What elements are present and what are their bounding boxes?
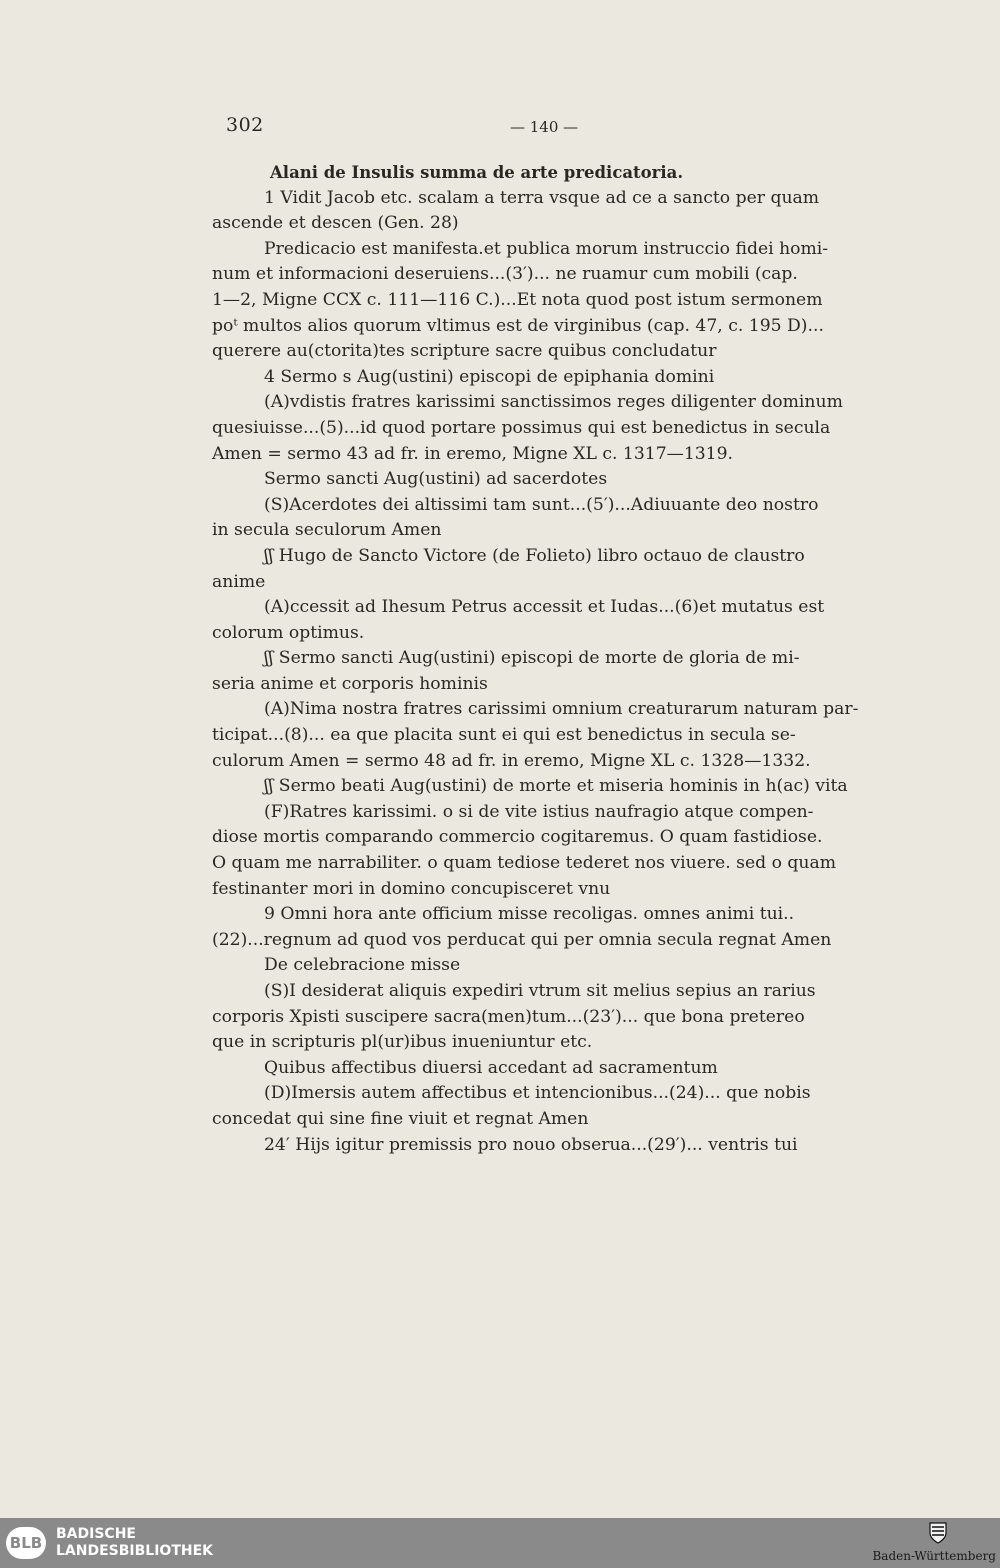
text-line: 4 Sermo s Aug(ustini) episcopi de epiphania domini bbox=[264, 366, 715, 387]
library-footer bbox=[0, 1518, 1000, 1568]
text-line: (A)vdistis fratres karissimi sanctissimos reges diligenter dominum bbox=[264, 392, 843, 413]
text-line: Sermo sancti Aug(ustini) ad sacerdotes bbox=[264, 469, 608, 490]
text-body bbox=[212, 160, 892, 1158]
text-line: (22)...regnum ad quod vos perducat qui per omnia secula regnat Amen bbox=[212, 929, 832, 950]
text-line: ʃʃ Sermo sancti Aug(ustini) episcopi de morte de gloria de mi- bbox=[264, 648, 800, 669]
text-line: (F)Ratres karissimi. o si de vite istius naufragio atque compen- bbox=[264, 801, 814, 822]
text-line: (A)Nima nostra fratres carissimi omnium creaturarum naturam par- bbox=[264, 699, 859, 720]
blb-logo[interactable]: BLB bbox=[6, 1527, 46, 1559]
section-title: Alani de Insulis summa de arte predicatoria. bbox=[270, 163, 684, 182]
text-line: concedat qui sine fine viuit et regnat Amen bbox=[212, 1108, 589, 1129]
text-line: 24′ Hijs igitur premissis pro nouo obserua...(29′)... ventris tui bbox=[264, 1134, 798, 1155]
text-line: querere au(ctorita)tes scripture sacre quibus concludatur bbox=[212, 341, 717, 362]
text-line: num et informacioni deseruiens...(3′)... ne ruamur cum mobili (cap. bbox=[212, 264, 798, 285]
text-line: seria anime et corporis hominis bbox=[212, 673, 488, 694]
text-line: Quibus affectibus diuersi accedant ad sacramentum bbox=[264, 1057, 718, 1078]
text-line: culorum Amen = sermo 48 ad fr. in eremo, Migne XL c. 1328—1332. bbox=[212, 750, 811, 771]
library-name-line1: BADISCHE bbox=[56, 1526, 136, 1542]
text-line: ascende et descen (Gen. 28) bbox=[212, 213, 459, 234]
text-line: que in scripturis pl(ur)ibus inueniuntur etc. bbox=[212, 1032, 593, 1053]
baden-wuerttemberg-crest-icon bbox=[928, 1521, 948, 1545]
text-line: poᵗ multos alios quorum vltimus est de virginibus (cap. 47, c. 195 D)... bbox=[212, 315, 824, 336]
text-line: in secula seculorum Amen bbox=[212, 520, 442, 541]
text-line: ticipat...(8)... ea que placita sunt ei qui est benedictus in secula se- bbox=[212, 725, 796, 746]
text-line: 1—2, Migne CCX c. 111—116 C.)...Et nota quod post istum sermonem bbox=[212, 289, 823, 310]
text-line: festinanter mori in domino concupisceret vnu bbox=[212, 878, 611, 899]
text-line: Amen = sermo 43 ad fr. in eremo, Migne XL c. 1317—1319. bbox=[212, 443, 734, 464]
text-line: quesiuisse...(5)...id quod portare possimus qui est benedictus in secula bbox=[212, 417, 831, 438]
page-number: 302 bbox=[226, 114, 264, 136]
text-line: De celebracione misse bbox=[264, 955, 461, 976]
text-line: (A)ccessit ad Ihesum Petrus accessit et Iudas...(6)et mutatus est bbox=[264, 597, 825, 618]
text-line: (S)I desiderat aliquis expediri vtrum sit melius sepius an rarius bbox=[264, 981, 816, 1001]
library-name[interactable] bbox=[56, 1526, 213, 1560]
running-head: — 140 — bbox=[510, 118, 579, 136]
text-line: Predicacio est manifesta.et publica morum instruccio fidei homi- bbox=[264, 238, 829, 259]
text-line: (D)Imersis autem affectibus et intencionibus...(24)... que nobis bbox=[264, 1083, 811, 1104]
text-line: diose mortis comparando commercio cogitaremus. O quam fastidiose. bbox=[212, 827, 823, 848]
text-line: O quam me narrabiliter. o quam tediose tederet nos viuere. sed o quam bbox=[212, 853, 837, 874]
library-name-line2: LANDESBIBLIOTHEK bbox=[56, 1543, 214, 1559]
text-line: (S)Acerdotes dei altissimi tam sunt...(5′)...Adiuuante deo nostro bbox=[264, 494, 819, 515]
text-line: colorum optimus. bbox=[212, 622, 365, 643]
text-line: ʃʃ Hugo de Sancto Victore (de Folieto) libro octauo de claustro bbox=[264, 545, 805, 566]
text-line: anime bbox=[212, 571, 266, 592]
text-line: 1 Vidit Jacob etc. scalam a terra vsque ad ce a sancto per quam bbox=[264, 187, 820, 208]
text-line: 9 Omni hora ante officium misse recoligas. omnes animi tui.. bbox=[264, 904, 795, 925]
text-line: ʃʃ Sermo beati Aug(ustini) de morte et miseria hominis in h(ac) vita bbox=[264, 776, 848, 797]
text-line: corporis Xpisti suscipere sacra(men)tum...(23′)... que bona pretereo bbox=[212, 1006, 805, 1027]
state-label: Baden-Württemberg bbox=[872, 1549, 996, 1563]
